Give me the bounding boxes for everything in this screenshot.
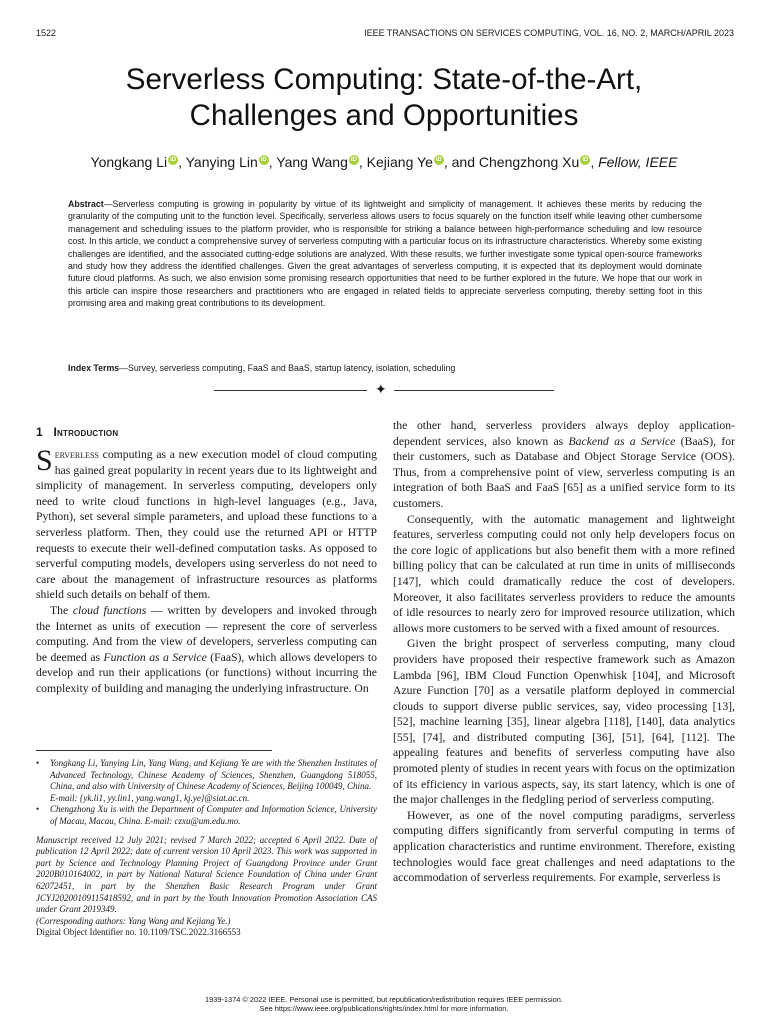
- author-name: , Kejiang Ye: [358, 154, 433, 170]
- copyright-line-1: 1939-1374 © 2022 IEEE. Personal use is permitted, but republication/redistribution requires IEEE permission.: [205, 995, 563, 1004]
- footnote-affiliation: [36, 758, 377, 804]
- author-name: , Yang Wang: [268, 154, 348, 170]
- paragraph: [36, 603, 377, 697]
- index-terms: [68, 362, 702, 374]
- section-title: Introduction: [53, 425, 119, 439]
- paragraph-text: The: [50, 603, 73, 617]
- bullet-icon: •: [36, 758, 40, 768]
- title-line-1: Serverless Computing: State-of-the-Art,: [125, 63, 643, 96]
- paragraph: However, as one of the novel computing paradigms, serverless computing differs significantly from serverful computing in terms of application characteristics and runtime environment. Therefore, existing technologies would face great challenges and need adaptations to the accommodation of serverless requirements. For example, serverless is: [393, 808, 735, 885]
- copyright-notice: [30, 995, 738, 1013]
- footnote-affiliation: [36, 804, 377, 827]
- emphasis-text: Function as a Service: [103, 650, 207, 664]
- page-number: 1522: [36, 28, 57, 38]
- abstract-text: —Serverless computing is growing in popularity by virtue of its lightweight and simplicity of management. It achieves these merits by reducing the granularity of the computing unit to the function level. Specifically, serverless allows users to focus squarely on the function itself while leaving other cumbersome management and scheduling issues to the platform provider, who is responsible for striking a balance between high-performance scheduling and low resource cost. In this article, we conduct a comprehensive survey of serverless computing with a particular focus on its infrastructure characteristics. Whereby some existing challenges are identified, and the associated cutting-edge solutions are analyzed. With these results, we further investigate some typical open-source frameworks and study how they address the identified challenges. Given the great advantages of serverless computing, it is expected that its deployment would dominate future cloud platforms. As such, we also envision some promising research opportunities that need to be further explored in the future. We hope that our work in this article can inspire those researchers and practitioners who are engaged in related fields to appreciate serverless computing, thereby setting foot in this promising area and making great contributions to its development.: [68, 199, 702, 309]
- corresponding-authors: (Corresponding authors: Yang Wang and Kejiang Ye.): [36, 915, 231, 926]
- paragraph: [36, 444, 377, 603]
- lead-word: erverless: [54, 448, 99, 461]
- separator-line-right: [394, 390, 554, 391]
- author-list: Yongkang Li iD , Yanying Lin iD , Yang Wang iD , Kejiang Ye iD , and Chengzhong Xu iD , Fellow, IEEE: [90, 154, 678, 170]
- section-heading: [36, 425, 118, 439]
- footnote-text: Chengzhong Xu is with the Department of Computer and Information Science, University of Macau, Macau, China. E-mail: czxu@um.edu.mo.: [50, 804, 377, 826]
- paragraph-text: (FaaS), which allows developers to develop and run their applications (or functions) without incurring the complexity of building and managing the underlying infrastructure. On: [36, 650, 378, 695]
- bullet-icon: •: [36, 804, 40, 815]
- fellow-designation: Fellow, IEEE: [598, 154, 678, 170]
- author-name: , and Chengzhong Xu: [443, 154, 580, 170]
- manuscript-info: Manuscript received 12 July 2021; revised 7 March 2022; accepted 6 April 2022. Date of publication 12 April 2022; date of current version 10 April 2023. This work was supported in part by Science and Technology Planning Project of Guangdong Province under Grant 2020B010164002, in part by National Natural Science Foundation of China under Grant 62072451, in part by the Shenzhen Basic Research Program under Grant JCYJ20200109115418592, and in part by the Youth Innovation Promotion Association CAS under Grant 2019349.: [36, 834, 377, 915]
- right-column: [393, 418, 735, 886]
- index-terms-text: —Survey, serverless computing, FaaS and BaaS, startup latency, isolation, scheduling: [119, 363, 456, 373]
- doi[interactable]: Digital Object Identifier no. 10.1109/TSC.2022.3166553: [36, 927, 241, 938]
- left-column: [36, 444, 378, 697]
- separator-line-left: [214, 390, 367, 391]
- index-terms-label: Index Terms: [68, 363, 120, 373]
- orcid-icon[interactable]: iD: [582, 157, 589, 164]
- emphasis-text: Backend as a Service: [568, 434, 676, 448]
- paragraph: Consequently, with the automatic management and lightweight features, serverless computing could not only help developers focus on the core logic of applications but also benefit them with a more refined billing policy that can be calculated at run time in units of milliseconds [147], which could dramatically reduce the cost of developers. Moreover, it also facilitates serverless providers to reduce the amounts of idle resources to nearly zero for improved resource utilization, which allows more customers to be served with a fixed amount of resources.: [393, 512, 735, 635]
- abstract: [68, 198, 702, 310]
- footnote-text: Yongkang Li, Yanying Lin, Yang Wang, and Kejiang Ye are with the Shenzhen Institutes of Advanced Technology, Chinese Academy of Sciences, Shenzhen, Guangdong 518055, China, and also with University of Chinese Academy of Sciences, Beijing 100049, China.: [50, 758, 377, 792]
- emphasis-text: cloud functions: [72, 603, 147, 617]
- paragraph-text: — written by developers and invoked through the Internet as units of execution — represent the core of serverless computing. And from the view of developers, serverless computing can be deemed as: [36, 603, 378, 664]
- separator-diamond-icon: ✦: [375, 382, 387, 398]
- footnote-rule: [36, 750, 272, 751]
- drop-cap: S: [36, 444, 53, 477]
- paragraph-text: computing as a new execution model of cloud computing has gained great popularity in recent years due to its lightweight and simplicity of management. In serverless computing, developers only need to write cloud functions in high-level languages (e.g., Java, Python), set several simple parameters, and upload these functions to a serverless platform. Then, they could use the returned API or HTTP requests to execute their well-defined computation tasks. As opposed to serverful computing models, developers using serverless do not need to care about the management of infrastructure resources as platforms shield such details on behalf of them.: [36, 448, 377, 602]
- orcid-icon[interactable]: iD: [260, 157, 267, 164]
- abstract-label: Abstract: [68, 199, 104, 209]
- paragraph: Given the bright prospect of serverless computing, many cloud providers have proposed their respective framework such as Amazon Lambda [96], IBM Cloud Function Openwhisk [104], and Microsoft Azure Function [70] as a versatile platform deployed in commercial clouds to support diverse public services, say, video processing [13], [52], machine learning [35], linear algebra [118], [140], data analytics [55], [74], and distributed computing [36], [51], [64], [112]. The appealing features and benefits of serverless computing have also promoted plenty of studies in recent years with focus on the optimization of its efficiency in various aspects, say, its start latency, which is one of the major challenges in the fledgling period of serverless computing.: [393, 637, 735, 807]
- journal-header: IEEE TRANSACTIONS ON SERVICES COMPUTING, VOL. 16, NO. 2, MARCH/APRIL 2023: [364, 28, 734, 38]
- author-name: , Yanying Lin: [178, 154, 258, 170]
- paragraph-text: (BaaS), for their customers, such as Database and Object Storage Service (OOS). Thus, from a comprehensive point of view, serverless computing is an integration of both BaaS and FaaS [65] as a unified service form to its customers.: [393, 434, 735, 510]
- orcid-icon[interactable]: iD: [170, 157, 177, 164]
- copyright-line-2[interactable]: See https://www.ieee.org/publications/rights/index.html for more information.: [259, 1004, 509, 1013]
- footnote-email: E-mail: {yk.li1, yy.lin1, yang.wang1, kj.ye}@siat.ac.cn.: [50, 792, 250, 803]
- orcid-icon[interactable]: iD: [350, 157, 357, 164]
- paragraph: [393, 418, 735, 512]
- orcid-icon[interactable]: iD: [435, 157, 442, 164]
- title-line-2: Challenges and Opportunities: [189, 99, 579, 132]
- section-number: 1: [36, 425, 43, 439]
- footnotes: [36, 758, 377, 939]
- paper-title: [30, 62, 738, 134]
- author-name: Yongkang Li: [90, 154, 168, 170]
- paragraph-text: the other hand, serverless providers always deploy application-dependent services, also known as: [393, 419, 735, 448]
